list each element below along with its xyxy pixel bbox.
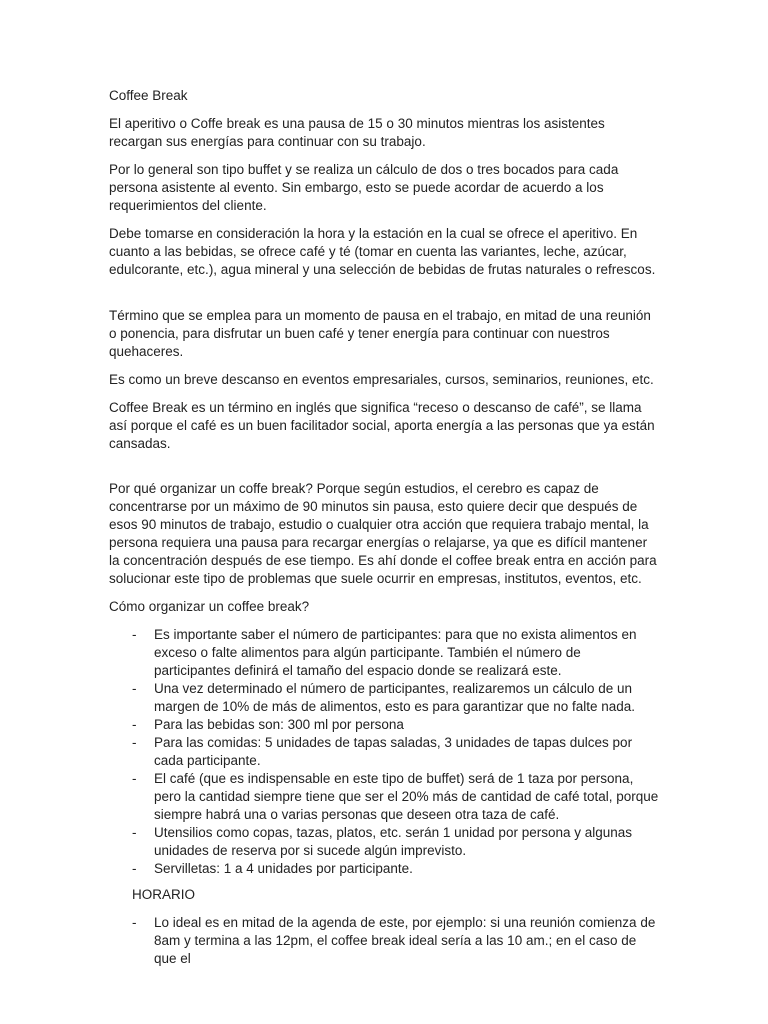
list-item xyxy=(109,734,659,770)
list-item xyxy=(109,914,659,968)
paragraph: Término que se emplea para un momento de pausa en el trabajo, en mitad de una reunión o ponencia, para disfrutar un buen café y tener energía para continuar con nuestros quehaceres. xyxy=(109,308,651,359)
dash-bullet: - xyxy=(132,735,137,750)
paragraph: Es como un breve descanso en eventos empresariales, cursos, seminarios, reuniones, etc. xyxy=(109,372,654,387)
paragraph: Debe tomarse en consideración la hora y la estación en la cual se ofrece el aperitivo. En cuanto a las bebidas, se ofrece café y té (tomar en cuenta las variantes, leche, azúcar, edulcorante, etc.), agua mineral y una selección de bebidas de frutas naturales o refrescos. xyxy=(109,226,656,277)
dash-bullet: - xyxy=(132,915,137,930)
document-title: Coffee Break xyxy=(109,88,188,103)
horario-list xyxy=(109,914,659,968)
paragraph: El aperitivo o Coffe break es una pausa de 15 o 30 minutos mientras los asistentes recargan sus energías para continuar con su trabajo. xyxy=(109,116,605,149)
list-item xyxy=(109,770,659,824)
horario-heading: HORARIO xyxy=(132,887,196,902)
list-item-text: Lo ideal es en mitad de la agenda de este, por ejemplo: si una reunión comienza de 8am y termina a las 12pm, el coffee break ideal sería a las 10 am.; en el caso de que el xyxy=(154,915,656,966)
list-item xyxy=(109,626,659,680)
blank-line xyxy=(109,289,659,307)
list-item-text: Una vez determinado el número de participantes, realizaremos un cálculo de un margen de 10% de más de alimentos, esto es para garantizar que no falte nada. xyxy=(154,681,636,714)
dash-bullet: - xyxy=(132,771,137,786)
list-item-text: Para las bebidas son: 300 ml por persona xyxy=(154,717,404,732)
list-item-text: Es importante saber el número de participantes: para que no exista alimentos en exceso o falte alimentos para algún participante. También el número de participantes definirá el tamaño del espacio donde se realizará este. xyxy=(154,627,637,678)
dash-bullet: - xyxy=(132,717,137,732)
dash-bullet: - xyxy=(132,825,137,840)
document-body xyxy=(109,87,659,976)
list-item xyxy=(109,680,659,716)
list-item-text: El café (que es indispensable en este tipo de buffet) será de 1 taza por persona, pero la cantidad siempre tiene que ser el 20% más de cantidad de café total, porque siempre habrá una o varias personas que deseen otra taza de café. xyxy=(154,771,659,822)
paragraph: Por qué organizar un coffe break? Porque según estudios, el cerebro es capaz de concentrarse por un máximo de 90 minutos sin pausa, esto quiere decir que después de esos 90 minutos de trabajo, estudio o cualquier otra acción que requiera trabajo mental, la persona requiera una pausa para recargar energías o relajarse, ya que es difícil mantener la concentración después de ese tiempo. Es ahí donde el coffee break entra en acción para solucionar este tipo de problemas que suele ocurrir en empresas, institutos, eventos, etc. xyxy=(109,481,657,586)
dash-bullet: - xyxy=(132,627,137,642)
list-item xyxy=(109,860,659,878)
dash-bullet: - xyxy=(132,681,137,696)
blank-line xyxy=(109,463,659,480)
section-heading: Cómo organizar un coffee break? xyxy=(109,599,310,614)
list-item-text: Servilletas: 1 a 4 unidades por participante. xyxy=(154,861,413,876)
paragraph: Por lo general son tipo buffet y se realiza un cálculo de dos o tres bocados para cada persona asistente al evento. Sin embargo, esto se puede acordar de acuerdo a los requerimientos del cliente. xyxy=(109,162,619,213)
paragraph: Coffee Break es un término en inglés que significa “receso o descanso de café”, se llama así porque el café es un buen facilitador social, aporta energía a las personas que ya están cansadas. xyxy=(109,400,655,451)
list-item xyxy=(109,716,659,734)
list-item-text: Para las comidas: 5 unidades de tapas saladas, 3 unidades de tapas dulces por cada participante. xyxy=(154,735,633,768)
organize-list xyxy=(109,626,659,878)
list-item xyxy=(109,824,659,860)
dash-bullet: - xyxy=(132,861,137,876)
list-item-text: Utensilios como copas, tazas, platos, etc. serán 1 unidad por persona y algunas unidades de reserva por si sucede algún imprevisto. xyxy=(154,825,633,858)
